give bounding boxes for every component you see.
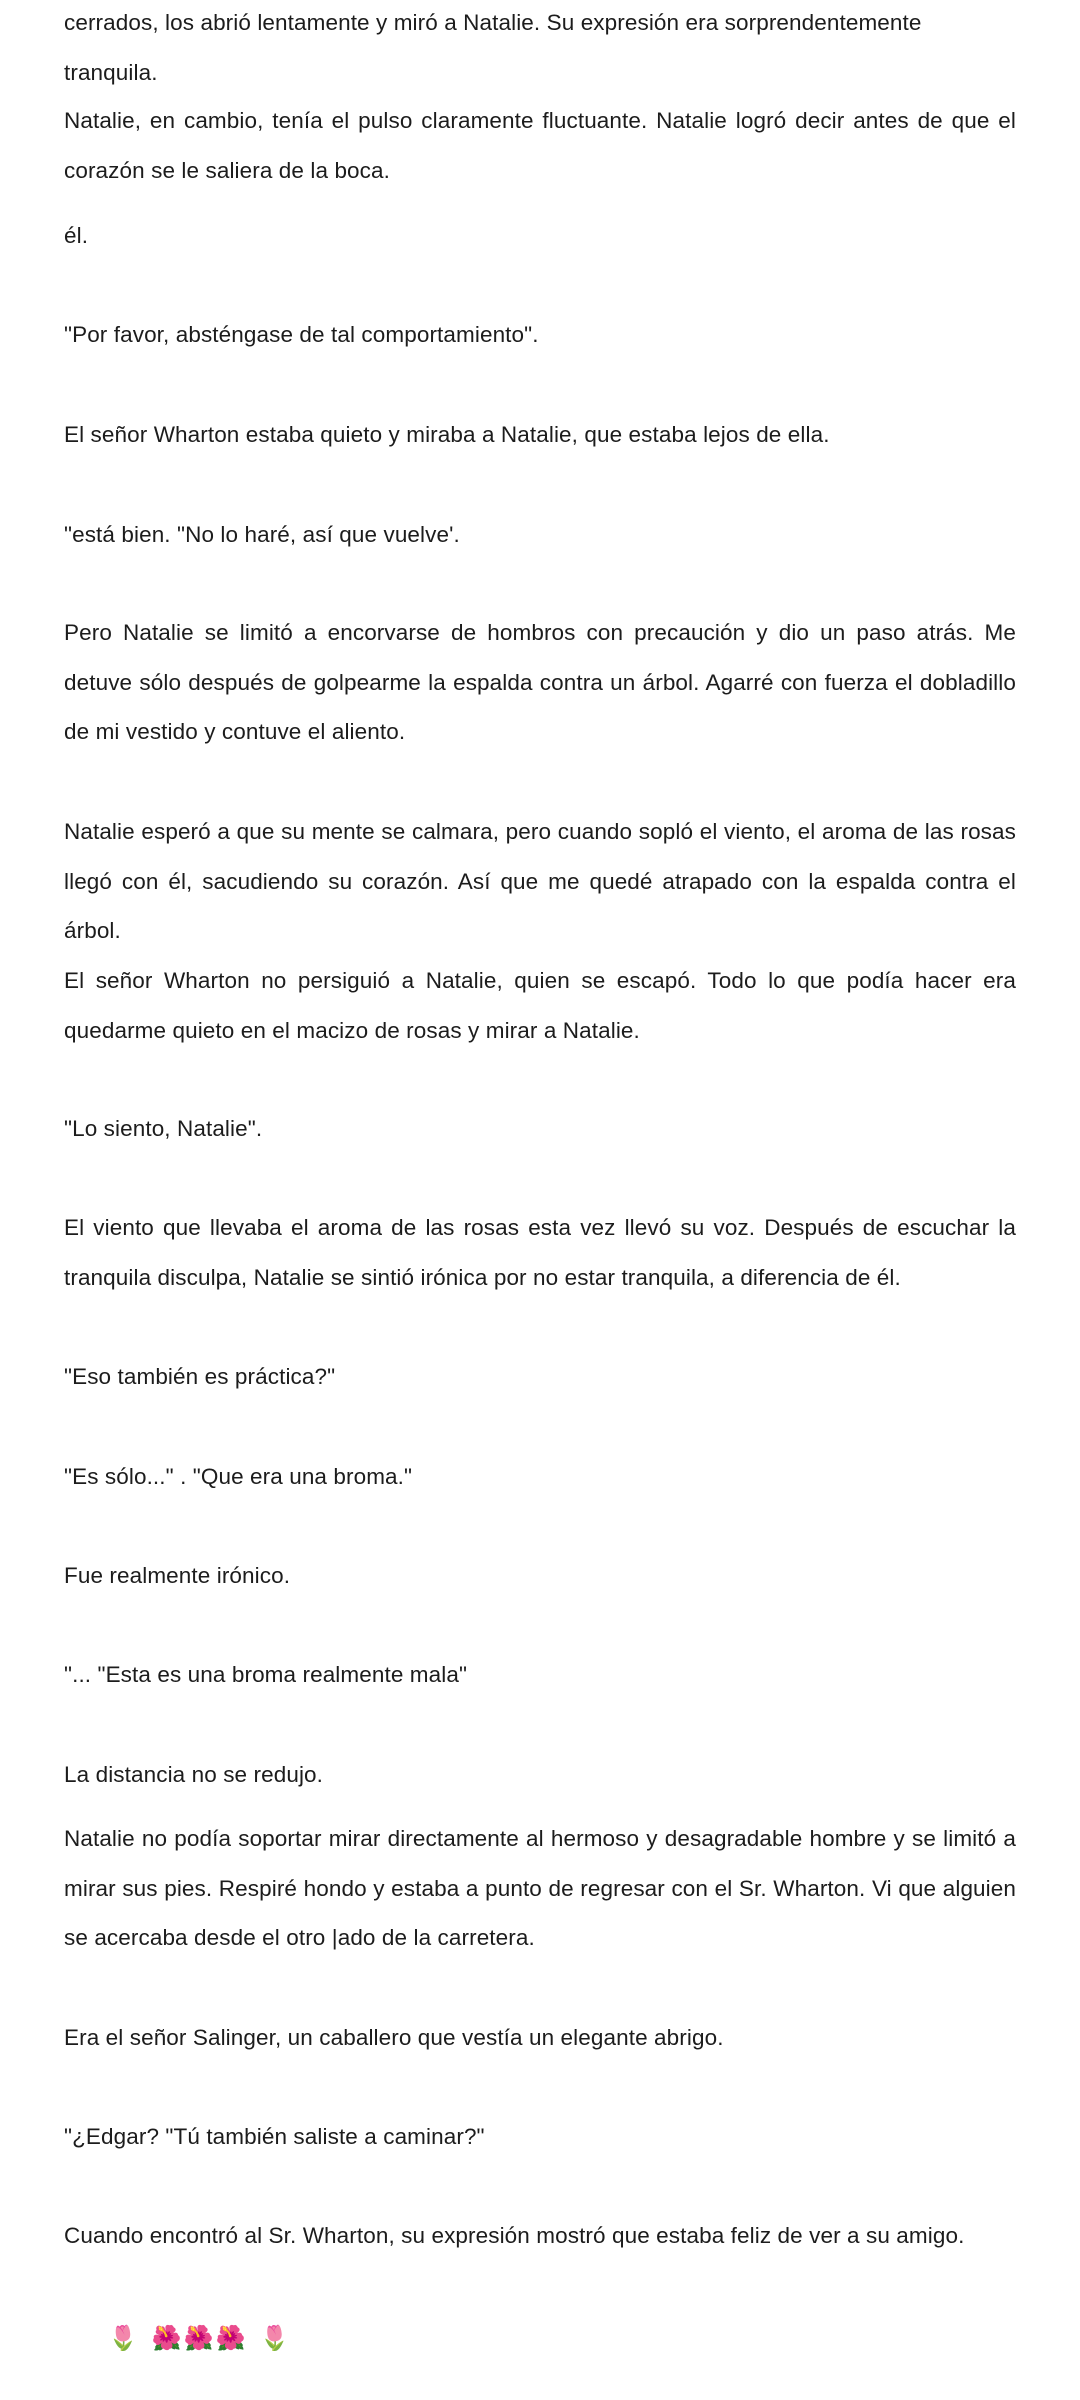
paragraph: El señor Wharton estaba quieto y miraba a Natalie, que estaba lejos de ella. [64,422,830,447]
hibiscus-icon: 🌺 [183,2324,214,2352]
flower-divider [108,2316,289,2360]
paragraph: "está bien. "No lo haré, así que vuelve'. [64,522,460,547]
paragraph: "Por favor, absténgase de tal comportamiento". [64,322,539,347]
paragraph: "... "Esta es una broma realmente mala" [64,1662,468,1687]
paragraph: Cuando encontró al Sr. Wharton, su expresión mostró que estaba feliz de ver a su amigo. [64,2223,965,2248]
tulip-icon: 🌷 [259,2324,290,2352]
paragraph: "Eso también es práctica?" [64,1364,336,1389]
paragraph: La distancia no se redujo. [64,1762,324,1787]
paragraph: Natalie no podía soportar mirar directamente al hermoso y desagradable hombre y se limitó a mirar sus pies. Respiré hondo y estaba a punto de regresar con el Sr. Wharton. Vi que alguien se acercaba desde el otro |ado de la carretera. [64,1826,1016,1950]
paragraph: "Lo siento, Natalie". [64,1116,263,1141]
paragraph: Pero Natalie se limitó a encorvarse de hombros con precaución y dio un paso atrás. Me detuve sólo después de golpearme la espalda contra un árbol. Agarré con fuerza el dobladillo de mi vestido y contuve el aliento. [64,620,1016,744]
paragraph: Natalie esperó a que su mente se calmara, pero cuando sopló el viento, el aroma de las rosas llegó con él, sacudiendo su corazón. Así que me quedé atrapado con la espalda contra el árbol. [64,819,1016,943]
paragraph: "¿Edgar? "Tú también saliste a caminar?" [64,2124,485,2149]
tulip-icon: 🌷 [108,2324,138,2352]
paragraph: Fue realmente irónico. [64,1563,291,1588]
paragraph: "Es sólo..." . "Que era una broma." [64,1464,413,1489]
hibiscus-icon: 🌺 [151,2324,182,2352]
paragraph: El viento que llevaba el aroma de las rosas esta vez llevó su voz. Después de escuchar la tranquila disculpa, Natalie se sintió irónica por no estar tranquila, a diferencia de él. [64,1215,1016,1290]
paragraph: El señor Wharton no persiguió a Natalie, quien se escapó. Todo lo que podía hacer era quedarme quieto en el macizo de rosas y mirar a Natalie. [64,968,1016,1043]
paragraph: cerrados, los abrió lentamente y miró a Natalie. Su expresión era sorprendentemente tranquila. [64,10,922,85]
paragraph: él. [64,223,89,248]
paragraph: Natalie, en cambio, tenía el pulso claramente fluctuante. Natalie logró decir antes de que el corazón se le saliera de la boca. [64,108,1016,183]
hibiscus-icon: 🌺 [215,2324,246,2352]
paragraph: Era el señor Salinger, un caballero que vestía un elegante abrigo. [64,2025,724,2050]
